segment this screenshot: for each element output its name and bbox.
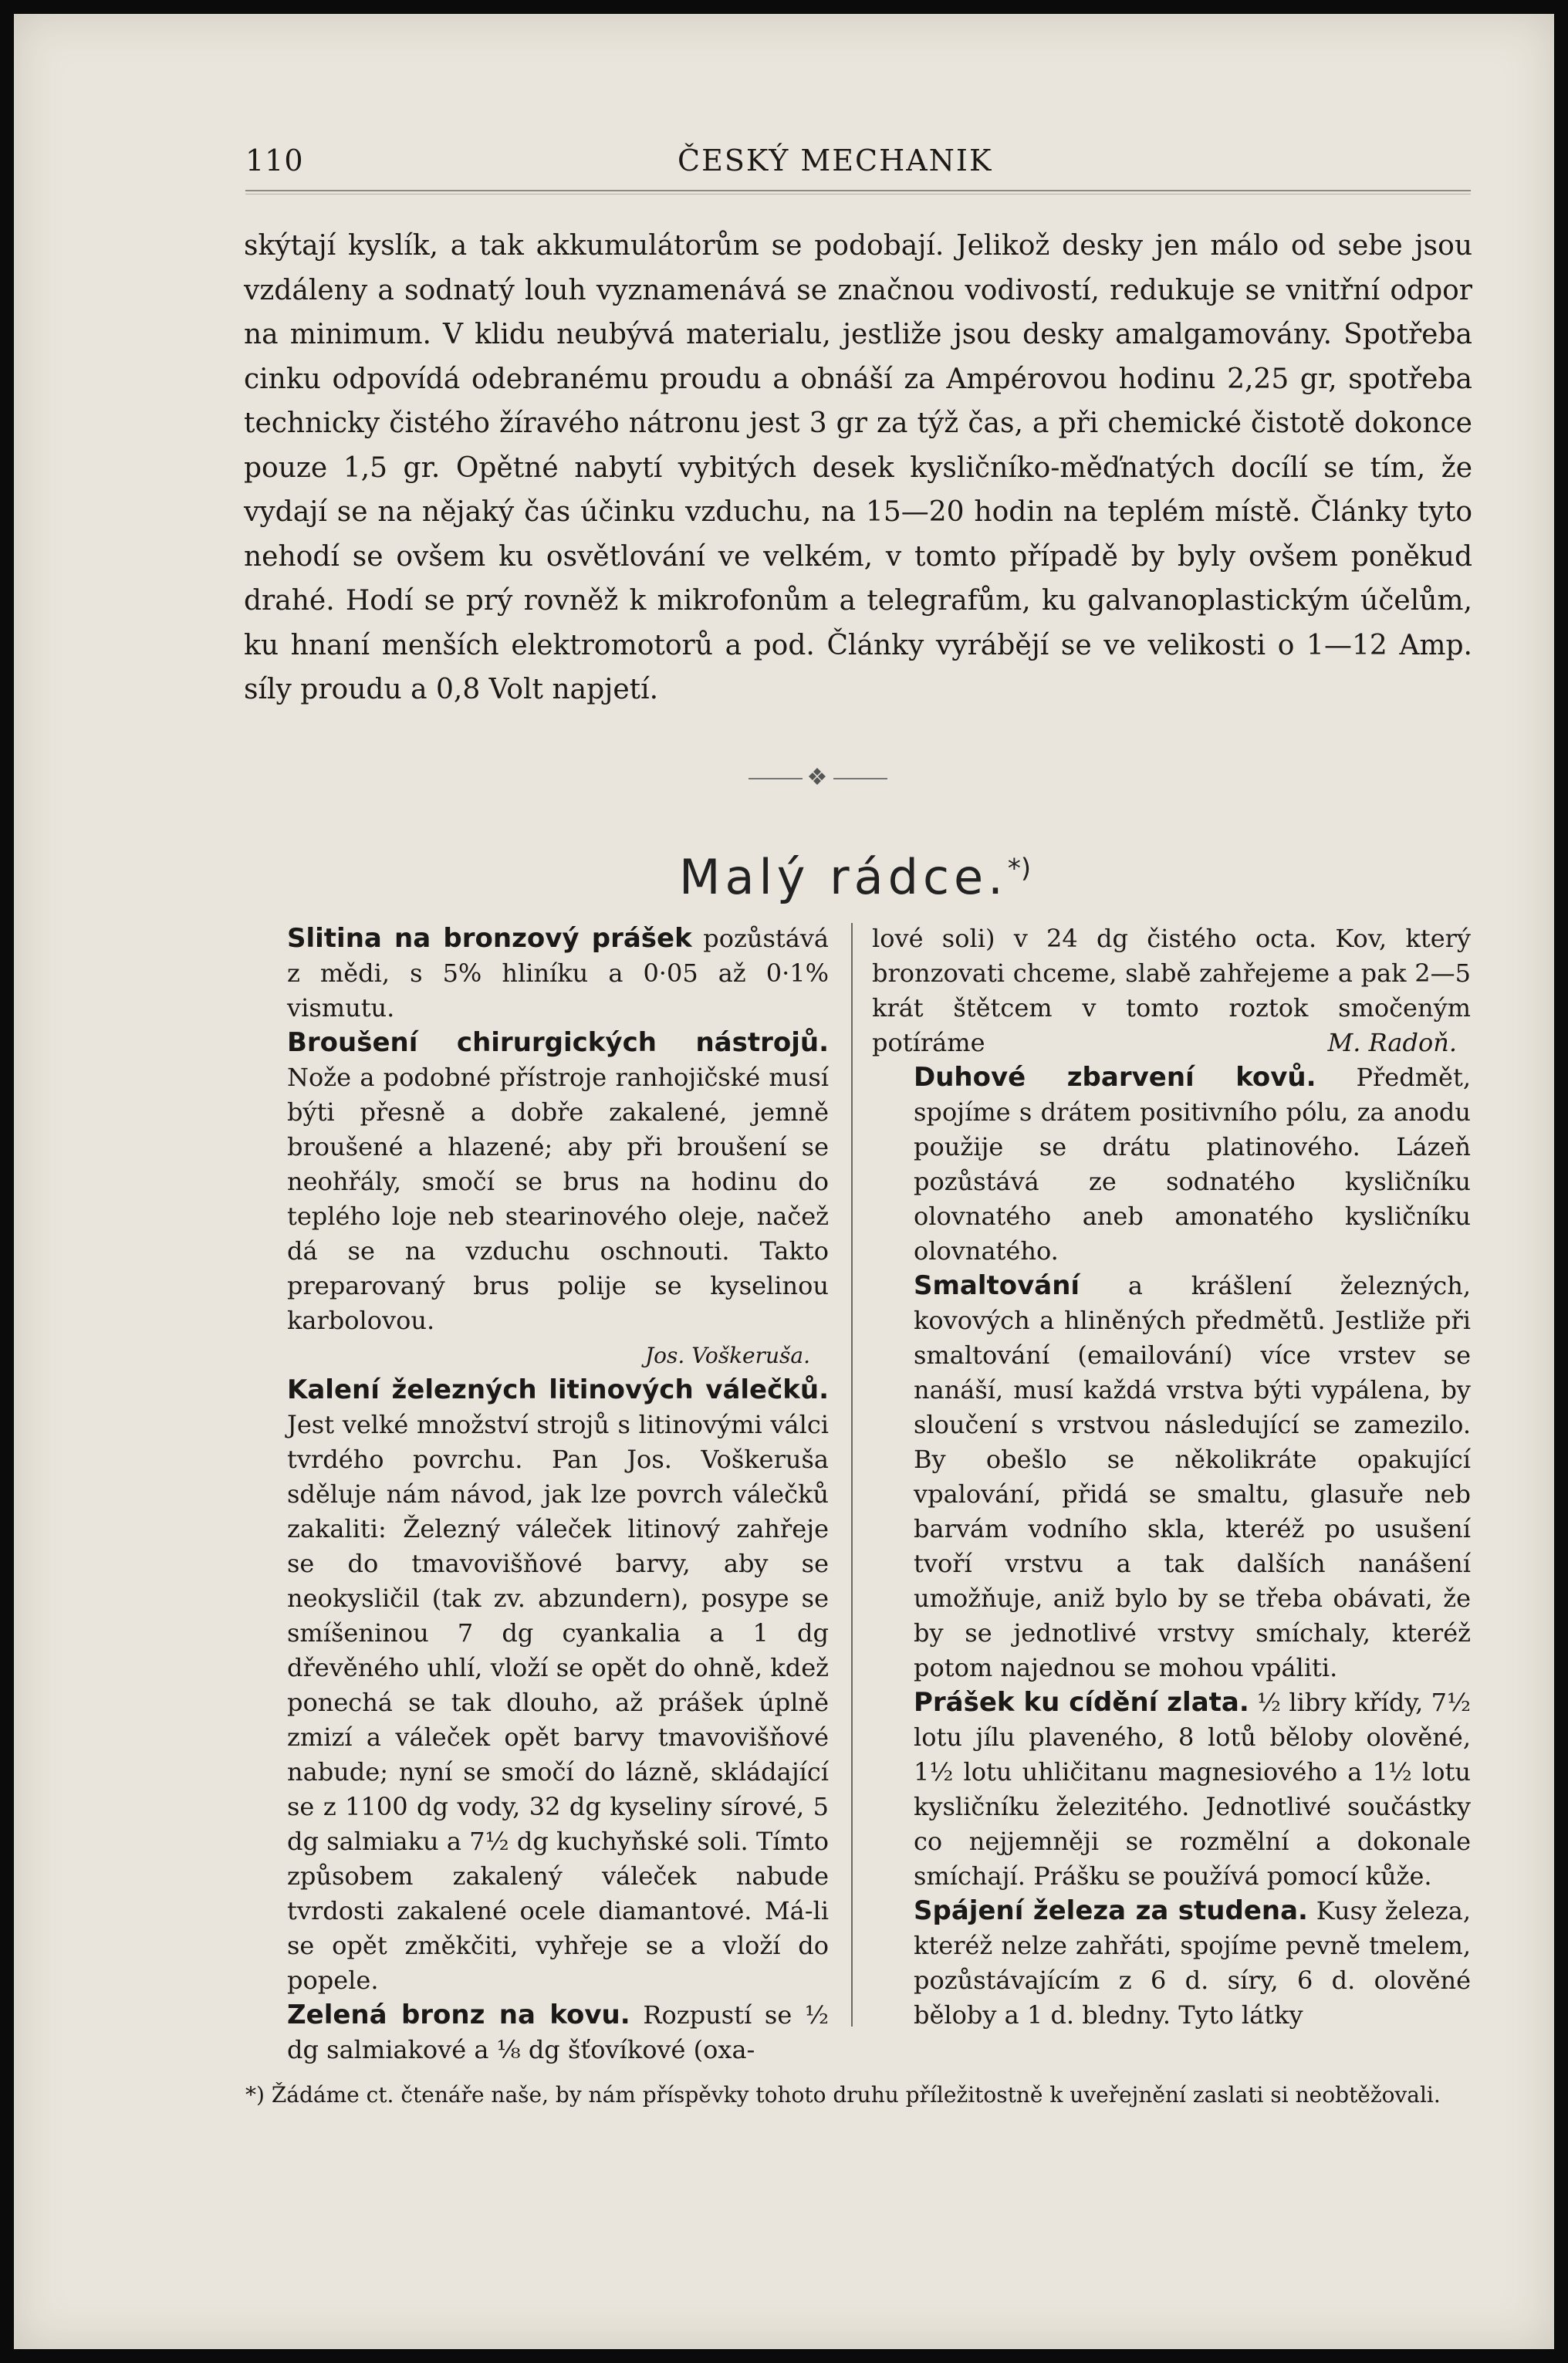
footnote-mark: *) xyxy=(1007,853,1032,884)
entry-body: Kusy železa, kteréž nelze zahřáti, spojíme pevně tmelem, pozůstávajícím z 6 d. síry, 6 d. olověné běloby a 1 d. bledny. Tyto látky xyxy=(914,1896,1472,2030)
entry-gold-polish xyxy=(872,1685,1471,1894)
entry-green-bronze xyxy=(245,1998,829,2067)
entry-title: Smaltování xyxy=(914,1270,1080,1301)
entry-body: Rozpustí se ½ dg salmiakové a ⅛ dg šťovíkové (oxa- xyxy=(287,2000,829,2064)
entry-body: Jest velké množství strojů s litinovými válci tvrdého povrchu. Pan Jos. Voškeruša sděluje nám návod, jak lze povrch válečků zakaliti: Železný váleček litinový zahřeje se do tmavovišňové barvy, aby se neokysličil (tak zv. abzundern), posype se smíšeninou 7 dg cyankalia a 1 dg dřevěného uhlí, vloží se opět do ohně, kdež ponechá se tak dlouho, až prášek úplně zmizí a váleček opět barvy tmavovišňové nabude; nyní se smočí do lázně, skládající se z 1100 dg vody, 32 dg kyseliny sírové, 5 dg salmiaku a 7½ dg kuchyňské soli. Tímto způsobem zakalený váleček nabude tvrdosti zakalené ocele diamantové. Má-li se opět změkčiti, vyhřeje se a vloží do popele. xyxy=(287,1410,829,1995)
entry-iridescent-metal xyxy=(872,1060,1471,1269)
entry-green-bronze-continued xyxy=(872,921,1471,1060)
section-title-text: Malý rádce. xyxy=(679,849,1008,905)
entry-body: Předmět, spojíme s drátem positivního pólu, za anodu použije se drátu platinového. Lázeň pozůstává ze sodnatého kysličníku olovnatého aneb amonatého kysličníku olovnatého. xyxy=(914,1063,1471,1266)
entry-cold-iron-joining xyxy=(872,1894,1471,2033)
entry-title: Slitina na bronzový prášek xyxy=(287,923,692,954)
page-number: 110 xyxy=(245,144,304,177)
entry-body: ½ libry křídy, 7½ lotu jílu plaveného, 8 lotů běloby olověné, 1½ lotu uhličitanu magnesiového a 1½ lotu kysličníku železitého. Jednotlivé součástky co nejjemněji se rozmělní a dokonale smíchají. Prášku se používá pomocí kůže. xyxy=(914,1688,1472,1891)
entry-title: Broušení chirurgických nástrojů. xyxy=(287,1027,829,1058)
entry-enamelling xyxy=(872,1269,1471,1685)
section-title xyxy=(679,849,1142,905)
column-divider xyxy=(851,923,853,2027)
header-rule xyxy=(245,190,1471,194)
entry-bronze-powder xyxy=(245,921,829,1026)
running-title: ČESKÝ MECHANIK xyxy=(678,144,993,177)
entry-title: Spájení železa za studena. xyxy=(914,1895,1308,1926)
entry-signature: M. Radoň. xyxy=(1327,1028,1457,1057)
entry-title: Kalení železných litinových válečků. xyxy=(287,1374,829,1405)
divider-ornament: ❖ xyxy=(741,764,895,791)
footnote: *) Žádáme ct. čtenáře naše, by nám příspěvky tohoto druhu příležitostně k uveřejnění zaslati si neobtěžovali. xyxy=(245,2082,1441,2108)
entry-body: pozůstává z mědi, s 5% hliníku a 0·05 až 0·1% vismutu. xyxy=(287,924,829,1023)
right-column xyxy=(872,921,1471,2033)
entry-body: a krášlení železných, kovových a hliněných předmětů. Jestliže při smaltování (emailování) více vrstev se nanáší, musí každá vrstva býti vypálena, by sloučení s vrstvou následující se zamezilo. By obešlo se několikráte opakující vpalování, přidá se smaltu, glasuře neb barvám vodního skla, kteréž po usušení tvoří vrstvu a tak dalších nanášení umožňuje, aniž bylo by se třeba obávati, že by se jednotlivé vrstvy smíchaly, kteréž potom najednou se mohou vpáliti. xyxy=(914,1271,1472,1682)
entry-hardening-rollers xyxy=(245,1373,829,1998)
entry-title: Zelená bronz na kovu. xyxy=(287,2000,630,2030)
entry-title: Duhové zbarvení kovů. xyxy=(914,1062,1316,1093)
entry-title: Prášek ku cídění zlata. xyxy=(914,1687,1249,1718)
left-column xyxy=(245,921,829,2067)
intro-paragraph: skýtají kyslík, a tak akkumulátorům se podobají. Jelikož desky jen málo od sebe jsou vzdáleny a sodnatý louh vyznamenává se značnou vodivostí, redukuje se vnitřní odpor na minimum. V klidu neubývá materialu, jestliže jsou desky amalgamovány. Spotřeba cinku odpovídá odebranému proudu a obnáší za Ampérovou hodinu 2,25 gr, spotřeba technicky čistého žíravého nátronu jest 3 gr za týž čas, a při chemické čistotě dokonce pouze 1,5 gr. Opětné nabytí vybitých desek kysličníko-měďnatých docílí se tím, že vydají se na nějaký čas účinku vzduchu, na 15—20 hodin na teplém místě. Články tyto nehodí se ovšem ku osvětlování ve velkém, v tomto případě by byly ovšem poněkud drahé. Hodí se prý rovněž k mikrofonům a telegrafům, ku galvanoplastickým účelům, ku hnaní menších elektromotorů a pod. Články vyrábějí se ve velikosti o 1—12 Amp. síly proudu a 0,8 Volt napjetí. xyxy=(244,230,1472,705)
entry-body: lové soli) v 24 dg čistého octa. Kov, který bronzovati chceme, slabě zahřejeme a pak 2—5 krát štětcem v tomto roztok smočeným potíráme xyxy=(872,924,1471,1057)
entry-surgical-tools xyxy=(245,1026,829,1338)
page-header xyxy=(245,144,1471,182)
entry-body: Nože a podobné přístroje ranhojičské musí býti přesně a dobře zakalené, jemně broušené a hlazené; aby při broušení se neohřály, smočí se brus na hodinu do teplého loje neb stearinového oleje, načež dá se na vzduchu oschnouti. Takto preparovaný brus polije se kyselinou karbolovou. xyxy=(287,1063,829,1335)
entry-signature: Jos. Voškeruša. xyxy=(644,1343,810,1368)
